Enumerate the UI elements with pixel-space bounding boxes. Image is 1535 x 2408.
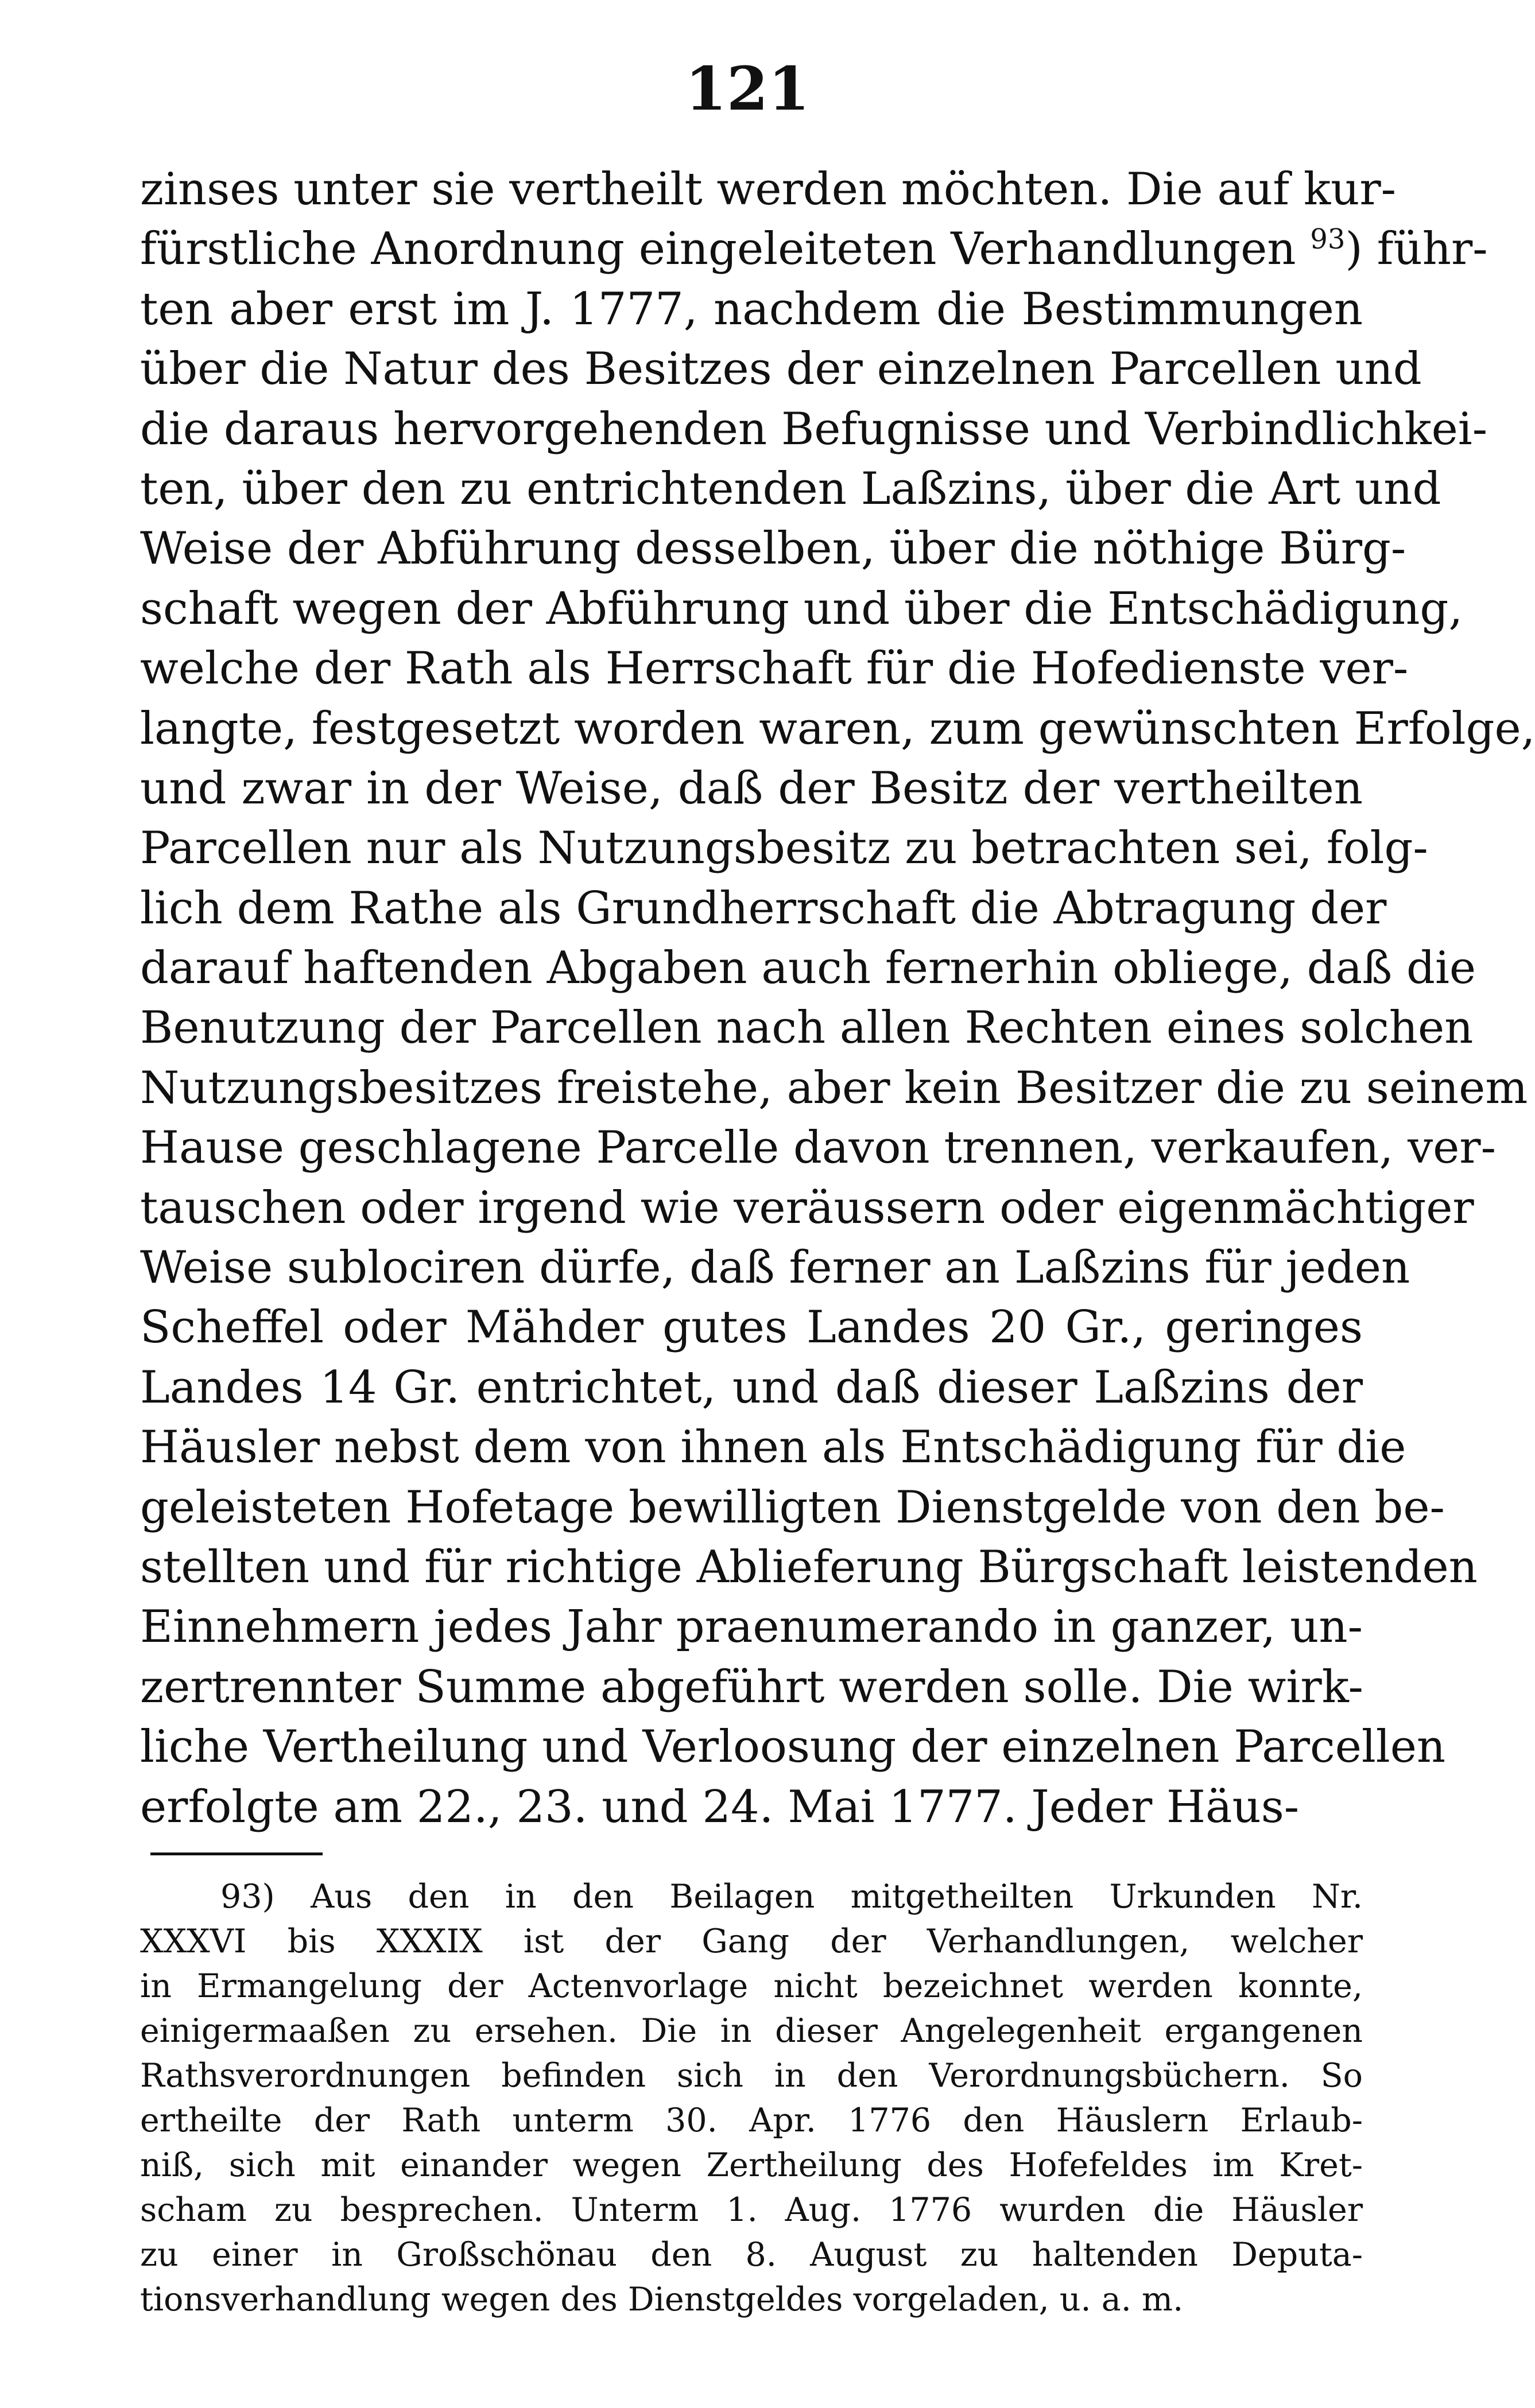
footnote-reference: 93 [1310, 223, 1346, 256]
text-line: darauf haftenden Abgaben auch fernerhin obliege, daß die [140, 942, 1476, 995]
text-line: und zwar in der Weise, daß der Besitz der vertheilten [140, 762, 1363, 814]
text-line: geleisteten Hofetage bewilligten Dienstgelde von den be- [140, 1481, 1445, 1533]
text-line: stellten und für richtige Ablieferung Bürgschaft leistenden [140, 1541, 1478, 1593]
footnote [140, 1874, 1363, 2322]
main-text [140, 160, 1535, 1837]
text-line: Hause geschlagene Parcelle davon trennen, verkaufen, ver- [140, 1122, 1496, 1174]
footnote-separator [150, 1852, 323, 1855]
text-line: Weise sublociren dürfe, daß ferner an Laßzins für jeden [140, 1242, 1410, 1294]
footnote-line: einigermaaßen zu ersehen. Die in dieser Angelegenheit ergangenen [140, 2012, 1363, 2050]
footnote-line: Rathsverordnungen befinden sich in den Verordnungsbüchern. So [140, 2057, 1363, 2095]
text-line-tail: ) führ- [1345, 223, 1488, 275]
text-line: ten, über den zu entrichtenden Laßzins, über die Art und [140, 463, 1441, 515]
text-line: ten aber erst im J. 1777, nachdem die Bestimmungen [140, 283, 1363, 335]
footnote-line: niß, sich mit einander wegen Zertheilung des Hofefeldes im Kret- [140, 2146, 1363, 2184]
text-line: erfolgte am 22., 23. und 24. Mai 1777. Jeder Häus- [140, 1781, 1300, 1833]
text-line: die daraus hervorgehenden Befugnisse und Verbindlichkei- [140, 403, 1488, 455]
footnote-line: in Ermangelung der Actenvorlage nicht bezeichnet werden konnte, [140, 1967, 1363, 2005]
text-line: Weise der Abführung desselben, über die nöthige Bürg- [140, 523, 1406, 575]
text-line: welche der Rath als Herrschaft für die Hofedienste ver- [140, 643, 1409, 695]
text-line: Landes 14 Gr. entrichtet, und daß dieser Laßzins der [140, 1361, 1363, 1413]
text-line: zinses unter sie vertheilt werden möchten. Die auf kur- [140, 164, 1397, 215]
text-line: über die Natur des Besitzes der einzelnen Parcellen und [140, 343, 1422, 395]
text-line: tauschen oder irgend wie veräussern oder eigenmächtiger [140, 1182, 1474, 1234]
text-line: lich dem Rathe als Grundherrschaft die Abtragung der [140, 882, 1387, 934]
footnote-line: XXXVI bis XXXIX ist der Gang der Verhandlungen, welcher [140, 1922, 1363, 1960]
text-line-content: fürstliche Anordnung eingeleiteten Verhandlungen [140, 223, 1296, 275]
footnote-line: tionsverhandlung wegen des Dienstgeldes vorgeladen, u. a. m. [140, 2281, 1184, 2318]
text-line: schaft wegen der Abführung und über die Entschädigung, [140, 582, 1463, 635]
text-line: langte, festgesetzt worden waren, zum gewünschten Erfolge, [140, 702, 1535, 755]
text-line: zertrennter Summe abgeführt werden solle. Die wirk- [140, 1661, 1363, 1713]
text-line: Benutzung der Parcellen nach allen Rechten eines solchen [140, 1002, 1474, 1054]
text-line: Scheffel oder Mähder gutes Landes 20 Gr., geringes [140, 1302, 1363, 1354]
text-line: Parcellen nur als Nutzungsbesitz zu betrachten sei, folg- [140, 822, 1428, 875]
footnote-line: 93) Aus den in den Beilagen mitgetheilten Urkunden Nr. [220, 1878, 1363, 1916]
footnote-line: ertheilte der Rath unterm 30. Apr. 1776 den Häuslern Erlaub- [140, 2102, 1363, 2139]
page-number: 121 [685, 53, 810, 124]
text-line: Häusler nebst dem von ihnen als Entschädigung für die [140, 1422, 1406, 1474]
footnote-line: scham zu besprechen. Unterm 1. Aug. 1776 wurden die Häusler [140, 2191, 1363, 2229]
text-line: Nutzungsbesitzes freistehe, aber kein Besitzer die zu seinem [140, 1062, 1528, 1114]
text-line [140, 219, 1488, 279]
footnote-line: zu einer in Großschönau den 8. August zu haltenden Deputa- [140, 2236, 1363, 2274]
text-line: Einnehmern jedes Jahr praenumerando in ganzer, un- [140, 1601, 1363, 1653]
text-line: liche Vertheilung und Verloosung der einzelnen Parcellen [140, 1721, 1446, 1773]
